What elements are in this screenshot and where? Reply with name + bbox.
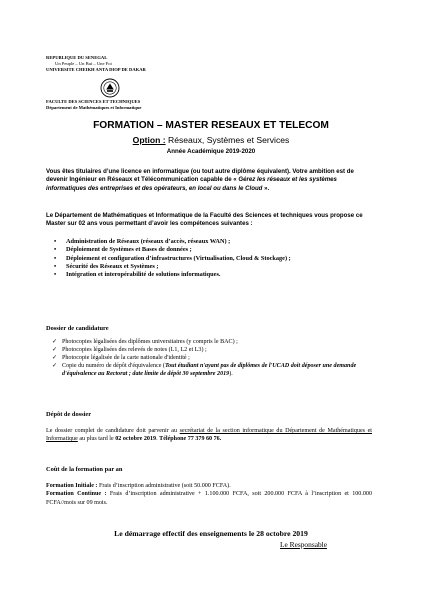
check-icon: ✓	[52, 355, 58, 361]
intro-end: ».	[262, 184, 270, 192]
department-name: Département de Mathématiques et Informatique	[46, 105, 142, 110]
skill-text: Déploiement et configuration d’infrastructures (Virtualisation, Cloud & Stockage) ;	[66, 254, 291, 262]
equivalence-note: Tout étudiant n'ayant pas de diplômes de l'UCAD doit déposer une demande d'équivalence au Rectorat ; date limite de dépôt 30 septembre 2019	[62, 363, 357, 377]
deposit-paragraph	[46, 427, 372, 444]
intro-text: Vous êtes titulaires d’une licence en informatique (ou tout autre diplôme équivalent). Votre ambition est de devenir Ingénieur en Réseaux et Télécommunication capable de «	[46, 168, 354, 184]
cost-initial	[46, 482, 372, 490]
check-icon: ✓	[52, 363, 58, 369]
list-item: • Intégration et interopérabilité de solutions informatiques.	[54, 271, 221, 279]
phone-number: Téléphone 77 379 60 76.	[159, 436, 222, 443]
cost-block	[46, 482, 372, 507]
skill-text: Intégration et interopérabilité de solutions informatiques.	[66, 271, 221, 279]
dossier-item-text: Photocopies légalisées des diplômes universitaires (y compris le BAC) ;	[62, 339, 238, 345]
list-item: • Sécurité des Réseaux et Systèmes ;	[54, 262, 159, 270]
option-line	[0, 135, 422, 145]
dossier-item-text: Photocopie légalisée de la carte nationale d'identité ;	[62, 355, 190, 361]
intro-paragraph	[46, 168, 376, 193]
dossier-heading: Dossier de candidature	[46, 325, 109, 332]
dossier-list	[46, 338, 372, 378]
list-item: • Déploiement et configuration d’infrastructures (Virtualisation, Cloud & Stockage) ;	[54, 254, 291, 262]
cost-continue	[46, 490, 372, 507]
dossier-item-text: Copie du numéro de dépôt d'équivalence (	[62, 363, 165, 369]
cost-initial-text: Frais d’inscription administrative (soit 50.000 FCFA).	[97, 483, 231, 489]
list-item	[46, 354, 372, 362]
document-title: FORMATION – MASTER RESEAUX ET TELECOM	[93, 120, 329, 131]
dossier-item-end: ).	[229, 371, 233, 377]
skills-list	[46, 238, 376, 279]
option-value: Réseaux, Systèmes et Services	[168, 135, 290, 145]
cost-continue-label: Formation Continue :	[46, 491, 107, 498]
start-notice: Le démarrage effectif des enseignements le 28 octobre 2019	[114, 529, 308, 538]
university-seal-icon	[100, 78, 120, 98]
faculty-block	[46, 99, 141, 111]
skill-text: Sécurité des Réseaux et Systèmes ;	[66, 262, 159, 270]
cost-continue-text: Frais d’inscription administrative + 1.100.000 FCFA, soit 200.000 FCFA à l’inscription et 100.000 FCFA//mois sur 09 mois.	[46, 491, 372, 506]
cost-heading: Coût de la formation par an	[46, 466, 123, 473]
secretariat-link: secrétariat de la section informatique du Département de Mathématiques et Informatique	[46, 428, 372, 443]
list-item: • Déploiement de Systèmes et Bases de données ;	[54, 246, 192, 254]
deposit-heading: Dépôt de dossier	[46, 411, 92, 418]
country-name: REPUBLIQUE DU SENEGAL	[46, 55, 108, 60]
national-motto: Un Peuple – Un But – Une Foi	[55, 61, 112, 66]
list-item	[46, 338, 372, 346]
university-name: UNIVERSITE CHEIKH ANTA DIOP DE DAKAR	[46, 67, 146, 72]
deposit-text: Le dossier complet de candidature doit parvenir au	[46, 428, 180, 434]
letterhead	[46, 55, 146, 73]
faculty-name: FACULTE DES SCIENCES ET TECHNIQUES	[46, 99, 141, 104]
offer-paragraph: Le Département de Mathématiques et Informatique de la Faculté des Sciences et techniques vous propose ce Master sur 02 ans vous permettant d’avoir les compétences suivantes :	[46, 212, 363, 228]
check-icon: ✓	[52, 347, 58, 353]
skill-text: Déploiement de Systèmes et Bases de données ;	[66, 246, 192, 254]
skill-text: Administration de Réseaux (réseaux d’accès, réseaux WAN) ;	[66, 238, 231, 245]
cost-initial-label: Formation Initiale :	[46, 483, 98, 489]
option-label: Option :	[132, 135, 166, 145]
check-icon: ✓	[52, 339, 58, 345]
intro-quote: Gérez les réseaux et les systèmes informatiques des entreprises et des opérateurs, en local ou dans le Cloud	[46, 176, 337, 192]
dossier-item-text: Photocopies légalisées des relevés de notes (L1, L2 et L3) ;	[62, 347, 207, 353]
academic-year: Année Académique 2019-2020	[166, 148, 256, 155]
list-item	[46, 362, 372, 378]
deposit-text: .	[156, 436, 160, 443]
list-item	[46, 346, 372, 354]
deposit-text: au plus tard le	[77, 436, 116, 443]
signature-line: Le Responsable	[280, 540, 327, 549]
list-item: • Administration de Réseaux (réseaux d’accès, réseaux WAN) ;	[54, 238, 231, 245]
deposit-deadline: 02 octobre 2019	[115, 436, 157, 443]
